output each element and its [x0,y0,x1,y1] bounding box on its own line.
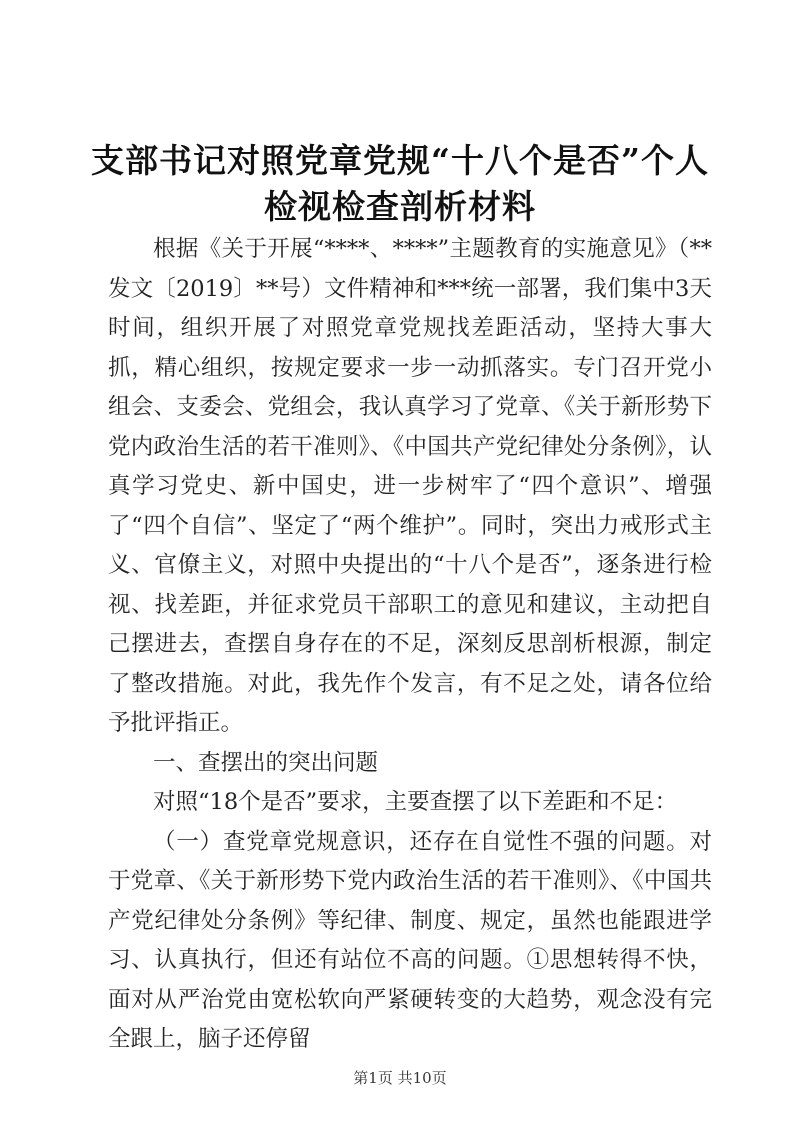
paragraph-summary: 对照“18个是否”要求，主要查摆了以下差距和不足： [153,789,678,815]
section-heading: 一、查摆出的突出问题 [153,749,379,776]
page-footer: 第1页 共10页 [353,1069,447,1087]
document-body [108,230,712,1060]
paragraph-item-1: （一）查党章党规意识，还存在自觉性不强的问题。对于党章、《关于新形势下党内政治生活的若干准则》、《中国共产党纪律处分条例》等纪律、制度、规定，虽然也能跟进学习、认真执行，但还有站位不高的问题。①思想转得不快，面对从严治党由宽松软向严紧硬转变的大趋势，观念没有完全跟上，脑子还停留 [108,828,712,1052]
paragraph-intro: 根据《关于开展“****、****”主题教育的实施意见》（**发文〔2019〕**号）文件精神和***统一部署，我们集中3天时间，组织开展了对照党章党规找差距活动，坚持大事大抓，精心组织，按规定要求一步一动抓落实。专门召开党小组会、支委会、党组会，我认真学习了党章、《关于新形势下党内政治生活的若干准则》、《中国共产党纪律处分条例》，认真学习党史、新中国史，进一步树牢了“四个意识”、增强了“四个自信”、坚定了“两个维护”。同时，突出力戒形式主义、官僚主义，对照中央提出的“十八个是否”，逐条进行检视、找差距，并征求党员干部职工的意见和建议，主动把自己摆进去，查摆自身存在的不足，深刻反思剖析根源，制定了整改措施。对此，我先作个发言，有不足之处，请各位给予批评指正。 [108,236,712,736]
document-title: 支部书记对照党章党规“十八个是否”个人检视检查剖析材料 [91,141,709,226]
